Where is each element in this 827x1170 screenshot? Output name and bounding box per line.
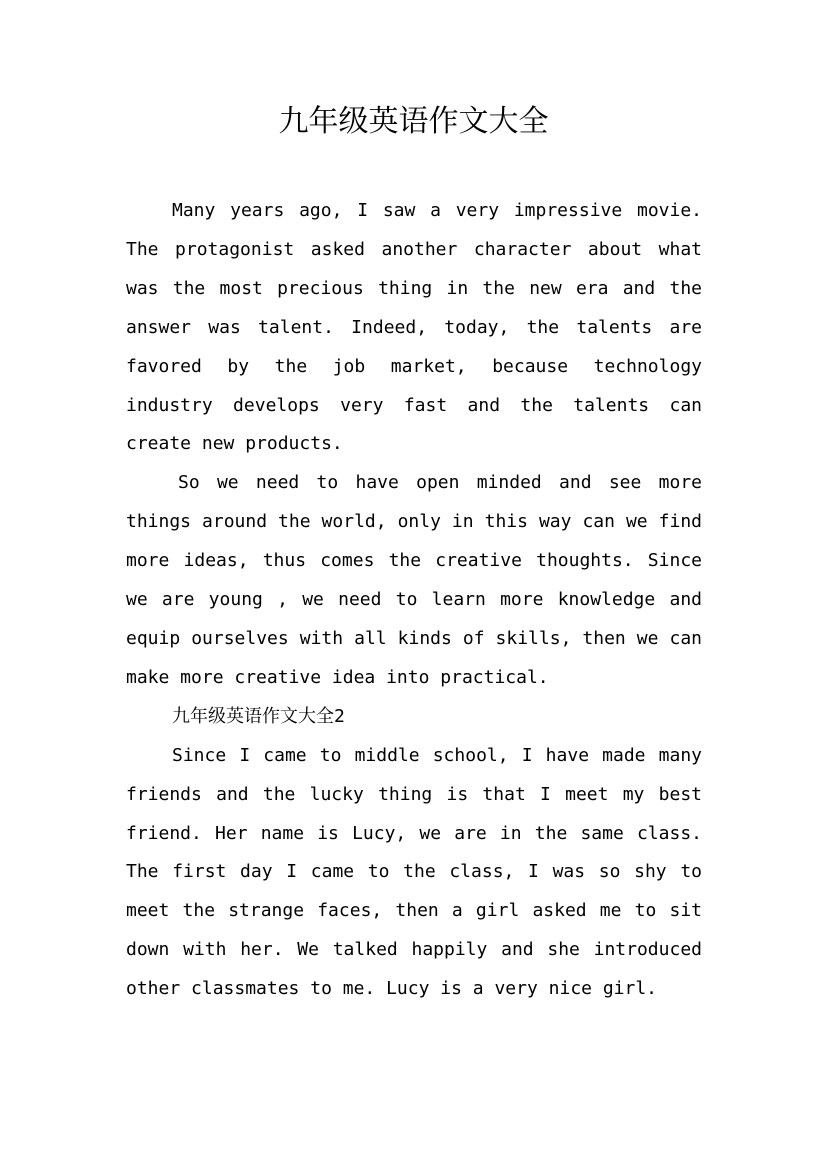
paragraph-1: Many years ago, I saw a very impressive movie. The protagonist asked another character about what was the most precious thing in the new era and the answer was talent. Indeed, today, the talents are favored by the job market, because technology industry develops very fast and the talents can create new products.	[126, 200, 702, 455]
paragraph-2: So we need to have open minded and see more things around the world, only in this way can we find more ideas, thus comes the creative thoughts. Since we are young , we need to learn more knowledge and equip ourselves with all kinds of skills, then we can make more creative idea into practical.	[126, 472, 702, 688]
paragraph-3: Since I came to middle school, I have made many friends and the lucky thing is that I meet my best friend. Her name is Lucy, we are in the same class. The first day I came to the class, I was so shy to meet the strange faces, then a girl asked me to sit down with her. We talked happily and she introduced other classmates to me. Lucy is a very nice girl.	[126, 744, 702, 1000]
document-body	[126, 192, 702, 1009]
section-subheading: 九年级英语作文大全2	[172, 705, 345, 727]
document-title: 九年级英语作文大全	[278, 104, 549, 139]
